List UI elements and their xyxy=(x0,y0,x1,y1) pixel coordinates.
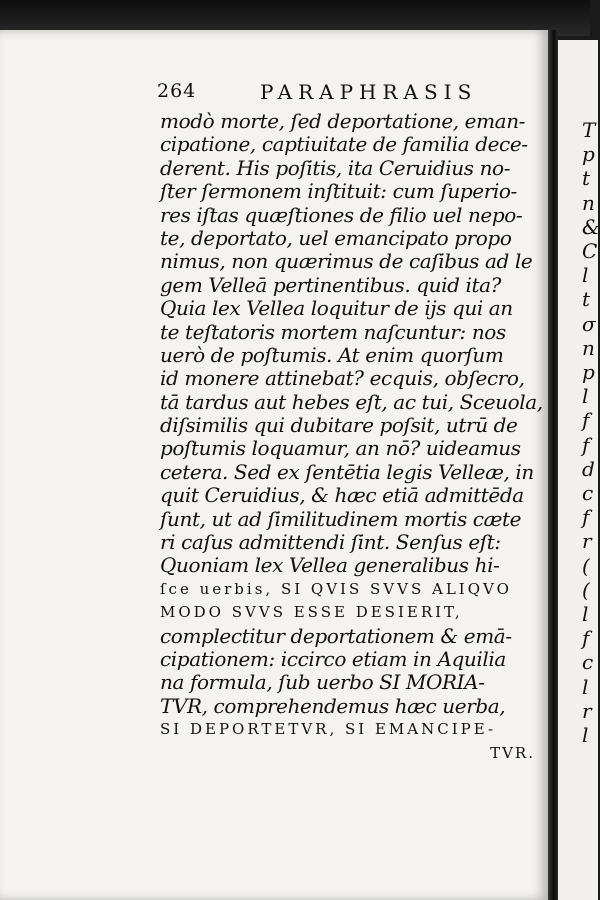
facing-page-letter: σ xyxy=(582,311,596,336)
facing-page-letter: t xyxy=(582,166,591,191)
facing-page-letter: p xyxy=(582,360,595,384)
text-line: tā tardus aut hebes eſt, ac tui, Sceuola, xyxy=(160,389,543,414)
facing-page-letter: T xyxy=(582,118,596,142)
facing-page-letter: r xyxy=(582,698,592,723)
page-number: 264 xyxy=(157,80,197,102)
facing-page-letter: t xyxy=(582,287,591,312)
body-text xyxy=(160,109,543,765)
text-line-catchword: TVR. xyxy=(490,743,535,762)
facing-page-letter: c xyxy=(582,481,594,505)
text-line: cetera. Sed ex ſentētia legis Velleæ, in xyxy=(160,459,534,484)
facing-page-letter: d xyxy=(582,456,595,481)
text-line: uerò de poſtumis. At enim quorſum xyxy=(160,342,504,367)
text-line-caps: SI DEPORTETVR, SI EMANCIPE- xyxy=(160,720,497,739)
facing-page-letter: l xyxy=(582,602,589,626)
text-line: diſsimilis qui dubitare poſsit, utrū de xyxy=(160,413,518,438)
text-line: nimus, non quærimus de caſibus ad le xyxy=(160,249,533,274)
text-line: Quia lex Vellea loquitur de ijs qui an xyxy=(160,296,513,321)
text-line: TVR, comprehendemus hæc uerba, xyxy=(160,693,506,718)
text-line: na formula, ſub uerbo SI MORIA- xyxy=(160,670,485,695)
text-line: complectitur deportationem & emā- xyxy=(160,623,512,648)
facing-page-letter: p xyxy=(582,142,595,167)
text-line-caps: ſce uerbis, SI QVIS SVVS ALIQVO xyxy=(160,579,512,598)
text-line: res iſtas quæſtiones de filio uel nepo- xyxy=(160,202,523,227)
facing-page-letter: n xyxy=(582,335,595,360)
text-line: ri caſus admittendi ſint. Senſus eſt: xyxy=(160,530,501,555)
text-line: id monere attinebat? ecquis, obſecro, xyxy=(160,366,525,391)
facing-page-letter: n xyxy=(582,190,595,215)
facing-page-letter: l xyxy=(582,263,589,288)
facing-page-letter: l xyxy=(582,384,589,409)
facing-page-letter: f xyxy=(582,408,590,433)
text-line: cipatione, captiuitate de familia dece- xyxy=(160,132,528,157)
facing-page-letter: l xyxy=(582,674,589,699)
text-line: modò morte, ſed deportatione, eman- xyxy=(160,109,526,133)
page-header xyxy=(157,80,537,108)
facing-page-letter: f xyxy=(582,626,590,651)
text-line: te teſtatoris mortem naſcuntur: nos xyxy=(160,319,506,344)
facing-page-letter: f xyxy=(582,505,590,530)
text-line: poſtumis loquamur, an nō? uideamus xyxy=(160,436,521,461)
text-line: cipationem: iccirco etiam in Aquilia xyxy=(160,646,506,671)
book-gutter xyxy=(548,30,558,900)
text-line-caps: MODO SVVS ESSE DESIERIT, xyxy=(160,603,463,622)
facing-page-letter: ( xyxy=(582,577,590,602)
text-line: ſunt, ut ad ſimilitudinem mortis cæte xyxy=(160,506,522,531)
text-line: Quoniam lex Vellea generalibus hi- xyxy=(160,553,500,578)
facing-page-letter: c xyxy=(582,650,594,675)
facing-page-letter: r xyxy=(582,529,592,554)
text-line: derent. His poſitis, ita Ceruidius no- xyxy=(160,155,511,180)
right-book-page-edge xyxy=(558,40,598,900)
facing-page-letter: & xyxy=(582,214,600,239)
text-line: ſter ſermonem inſtituit: cum ſuperio- xyxy=(160,179,517,204)
text-line: gem Velleā pertinentibus. quid ita? xyxy=(160,272,501,297)
running-head: PARAPHRASIS xyxy=(260,80,478,104)
text-line: te, deportato, uel emancipato propo xyxy=(160,225,512,250)
facing-page-letter: ( xyxy=(582,553,590,578)
text-line: quit Ceruidius, & hæc etiā admittēda xyxy=(160,483,524,508)
facing-page-letter: f xyxy=(582,432,590,457)
facing-page-letter: l xyxy=(582,723,589,747)
facing-page-letter: C xyxy=(582,239,598,263)
